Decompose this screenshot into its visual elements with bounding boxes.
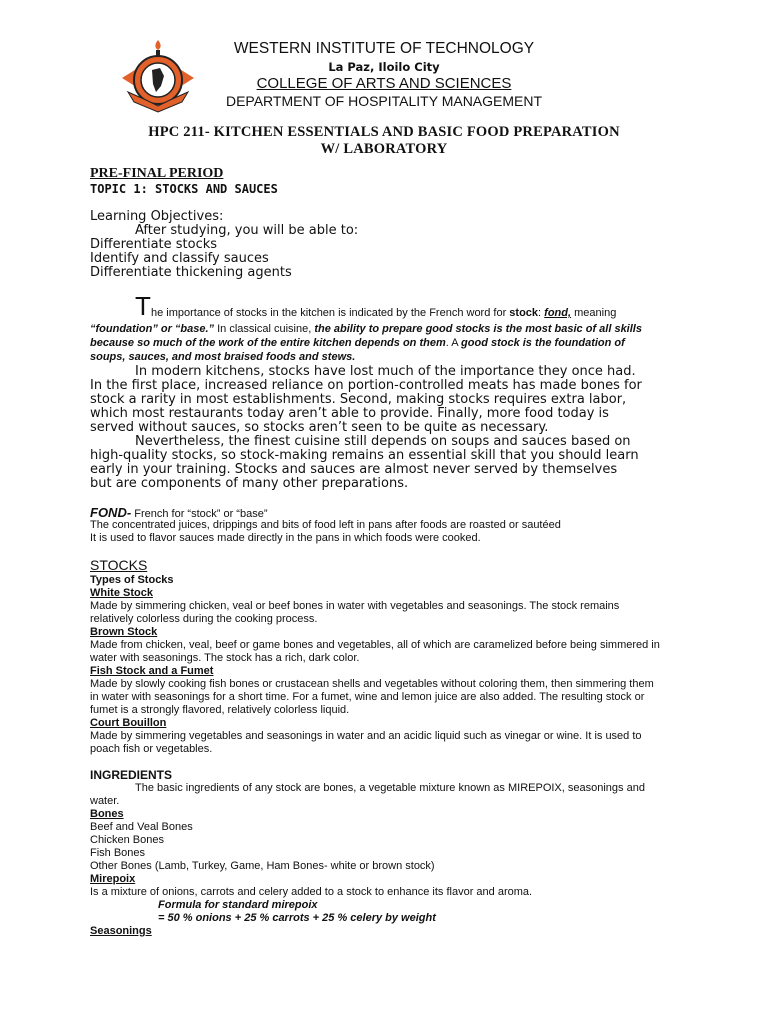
intro-line1: he importance of stocks in the kitchen is indicated by the French word for stock: fond, meaning [151, 307, 617, 319]
fish-stock-line: Made by slowly cooking fish bones or crustacean shells and vegetables without coloring them, then simmering them [90, 678, 654, 690]
fond-line: It is used to flavor sauces made directly in the pans in which foods were cooked. [90, 532, 481, 544]
ingredients-intro: The basic ingredients of any stock are bones, a vegetable mixture known as MIREPOIX, seasonings and [135, 782, 645, 794]
court-bouillon-title: Court Bouillon [90, 717, 167, 729]
course-title-line1: HPC 211- KITCHEN ESSENTIALS AND BASIC FOOD PREPARATION [148, 124, 620, 140]
court-bouillon-line: poach fish or vegetables. [90, 743, 213, 755]
fond-definition: FOND- French for “stock” or “base” [90, 505, 268, 520]
ingredients-intro: water. [90, 795, 120, 807]
college-name: COLLEGE OF ARTS AND SCIENCES [256, 75, 512, 92]
department-name: DEPARTMENT OF HOSPITALITY MANAGEMENT [225, 93, 543, 109]
ingredients-heading: INGREDIENTS [90, 768, 173, 782]
court-bouillon-line: Made by simmering vegetables and seasonings in water and an acidic liquid such as vinegar or wine. It is used to [90, 730, 642, 742]
para2-line: In modern kitchens, stocks have lost much of the importance they once had. [135, 364, 636, 379]
topic-heading: TOPIC 1: STOCKS AND SAUCES [90, 182, 278, 196]
objective-item: Differentiate stocks [90, 237, 218, 252]
white-stock-line: relatively colorless during the cooking process. [90, 613, 318, 625]
para2-line: which most restaurants today aren’t able to provide. Finally, more food today is [90, 406, 609, 421]
intro-line2: “foundation” or “base.” In classical cuisine, the ability to prepare good stocks is the most basic of all skills [90, 323, 642, 335]
fish-stock-title: Fish Stock and a Fumet [90, 665, 214, 677]
fish-stock-line: in water with seasonings for a short time. For a fumet, wine and lemon juice are also added. The resulting stock or [90, 691, 645, 703]
fond-line: The concentrated juices, drippings and bits of food left in pans after foods are roasted or sautéed [90, 519, 561, 531]
institution-name: WESTERN INSTITUTE OF TECHNOLOGY [233, 40, 535, 57]
stocks-heading: STOCKS [90, 557, 148, 573]
objective-item: Differentiate thickening agents [90, 265, 292, 280]
mirepoix-title: Mirepoix [90, 873, 136, 885]
drop-cap: T [135, 291, 151, 321]
objective-item: Identify and classify sauces [90, 251, 269, 266]
objectives-heading: Learning Objectives: [90, 209, 224, 224]
institution-location: La Paz, Iloilo City [328, 60, 440, 74]
fish-stock-line: fumet is a strongly flavored, relatively colorless liquid. [90, 704, 350, 716]
white-stock-title: White Stock [90, 587, 153, 599]
para3-line: Nevertheless, the finest cuisine still depends on soups and sauces based on [135, 434, 631, 449]
formula-title: Formula for standard mirepoix [158, 899, 318, 911]
para2-line: stock a rarity in most establishments. Second, making stocks requires extra labor, [90, 392, 627, 407]
para3-line: early in your training. Stocks and sauces are almost never served by themselves [90, 462, 618, 477]
bones-item: Fish Bones [90, 847, 146, 859]
period-heading: PRE-FINAL PERIOD [90, 166, 224, 181]
brown-stock-title: Brown Stock [90, 626, 158, 638]
intro-line4: soups, sauces, and most braised foods and stews. [90, 351, 356, 363]
bones-item: Chicken Bones [90, 834, 164, 846]
para3-line: high-quality stocks, so stock-making remains an essential skill that you should learn [90, 448, 639, 463]
seasonings-title: Seasonings [90, 925, 152, 937]
brown-stock-line: Made from chicken, veal, beef or game bones and vegetables, all of which are caramelized before being simmered in [90, 639, 660, 651]
bones-item: Other Bones (Lamb, Turkey, Game, Ham Bones- white or brown stock) [90, 860, 435, 872]
para2-line: In the first place, increased reliance on portion-controlled meats has made bones for [90, 378, 642, 393]
para3-line: but are components of many other preparations. [90, 476, 409, 491]
bones-title: Bones [90, 808, 124, 820]
mirepoix-definition: Is a mixture of onions, carrots and celery added to a stock to enhance its flavor and aroma. [90, 886, 533, 898]
white-stock-line: Made by simmering chicken, veal or beef bones in water with vegetables and seasonings. The stock remains [90, 600, 620, 612]
objectives-intro: After studying, you will be able to: [135, 223, 359, 238]
intro-line3: because so much of the work of the entire kitchen depends on them. A good stock is the foundation of [90, 337, 625, 349]
brown-stock-line: water with seasonings. The stock has a rich, dark color. [90, 652, 360, 664]
course-title-line2: W/ LABORATORY [320, 141, 448, 157]
para2-line: served without sauces, so stocks aren’t seen to be quite as necessary. [90, 420, 549, 435]
bones-item: Beef and Veal Bones [90, 821, 193, 833]
types-heading: Types of Stocks [90, 574, 174, 586]
formula: = 50 % onions + 25 % carrots + 25 % celery by weight [158, 912, 436, 924]
